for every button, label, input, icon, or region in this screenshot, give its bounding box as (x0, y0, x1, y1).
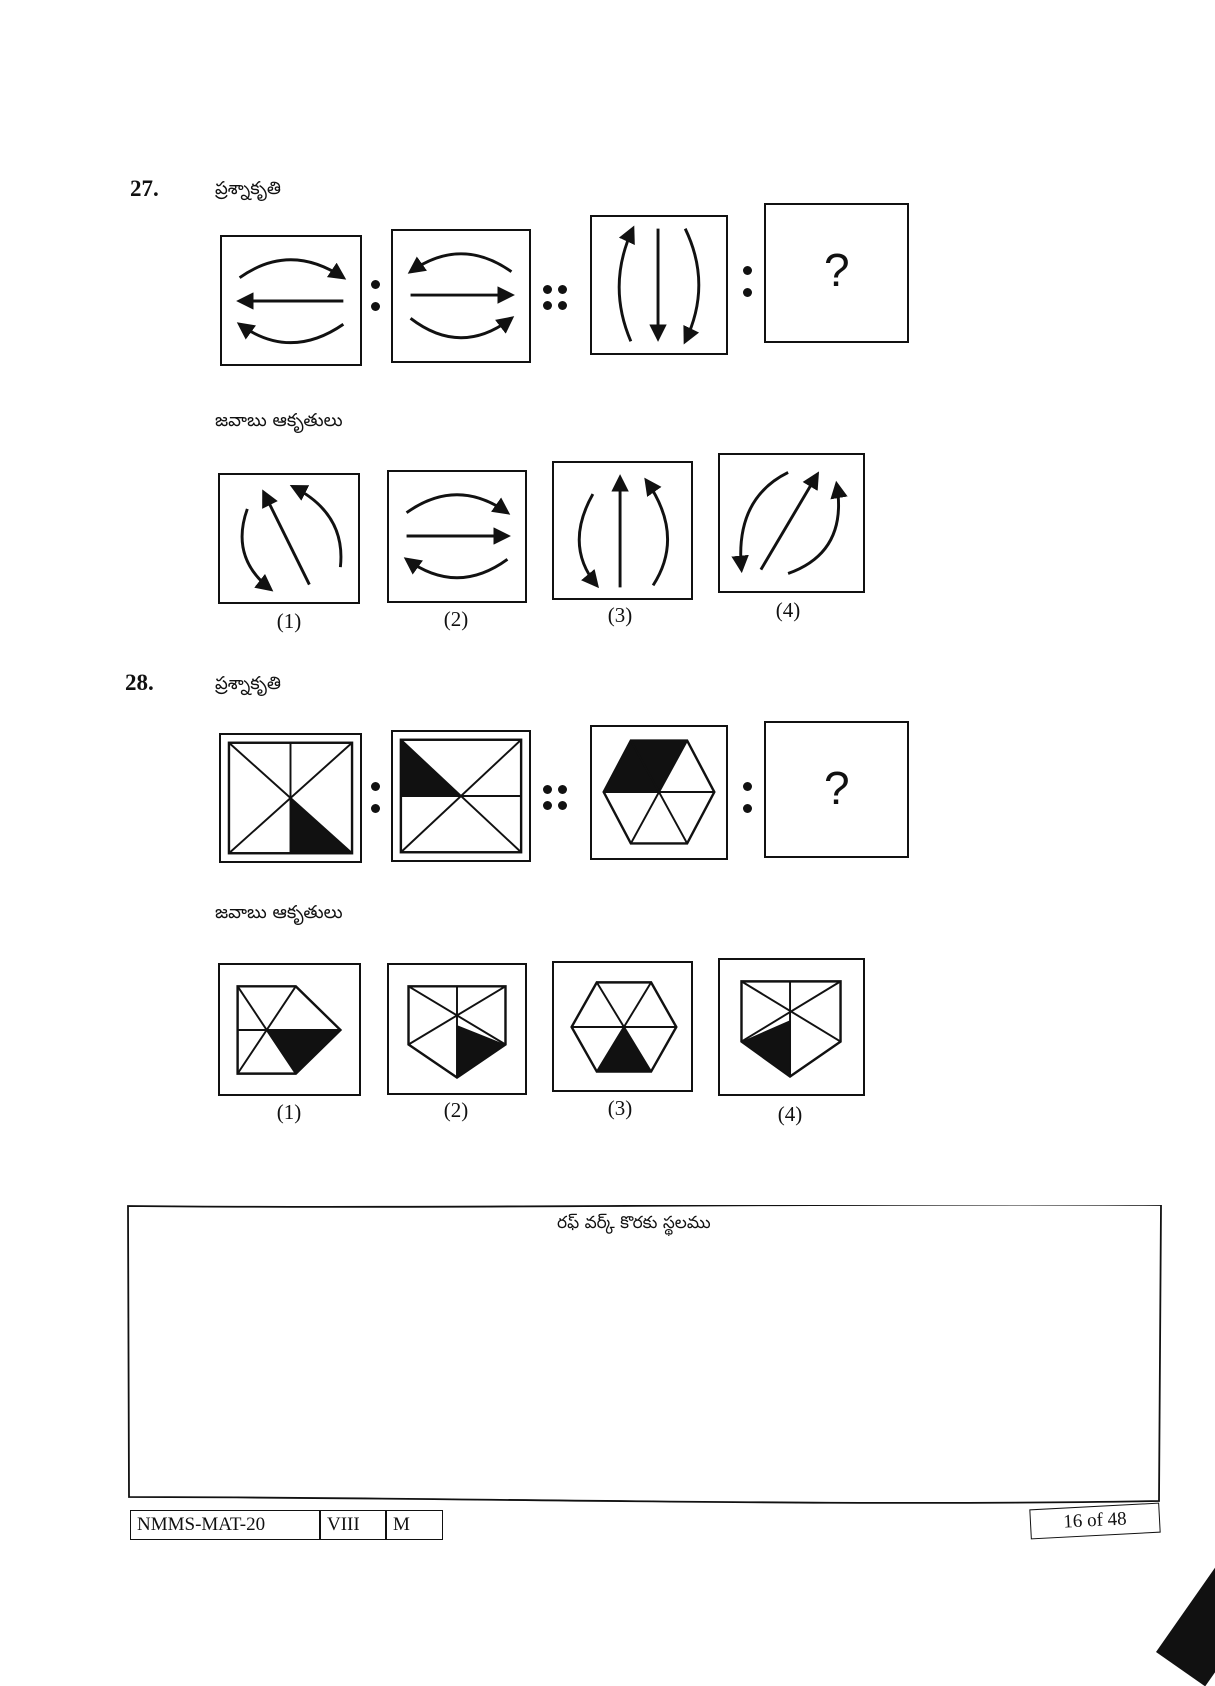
q27-problem-figure-2 (391, 229, 531, 363)
q28-answer-figure-4[interactable] (718, 958, 865, 1096)
q27-option-label-3: (3) (607, 603, 633, 627)
q27-problem-figure-3 (590, 215, 728, 355)
footer-exam-code: NMMS-MAT-20 (130, 1510, 320, 1540)
q28-problem-figure-1 (219, 733, 362, 863)
q28-problem-figure-3 (590, 725, 728, 860)
q27-answer-figure-3[interactable] (552, 461, 693, 600)
double-colon-1 (543, 285, 573, 315)
q28-answer-figure-3[interactable] (552, 961, 693, 1092)
rough-work-title: రఫ్ వర్క్ కొరకు స్థలము (557, 1213, 711, 1233)
q27-answer-placeholder-box (764, 203, 909, 343)
footer-class: VIII (320, 1510, 386, 1540)
q27-answer-figure-2[interactable] (387, 470, 527, 603)
q28-answer-figure-2[interactable] (387, 963, 527, 1095)
double-colon-2 (543, 785, 573, 815)
ratio-colon-3 (371, 782, 381, 822)
answer-figures-label-27: జవాబు ఆకృతులు (215, 410, 343, 431)
answer-figures-label-28: జవాబు ఆకృతులు (215, 902, 343, 923)
ratio-colon-2 (743, 266, 753, 306)
q27-problem-figure-1 (220, 235, 362, 366)
question-mark: ? (824, 244, 850, 296)
q28-option-label-3: (3) (607, 1096, 633, 1120)
q28-option-label-1: (1) (276, 1100, 302, 1124)
q27-answer-figure-4[interactable] (718, 453, 865, 593)
question-mark: ? (824, 762, 850, 814)
q28-option-label-2: (2) (443, 1098, 469, 1122)
question-figure-label-28: ప్రశ్నాకృతి (215, 673, 281, 694)
q27-option-label-4: (4) (775, 598, 801, 622)
question-number-28: 28. (125, 670, 154, 695)
question-figure-label-27: ప్రశ్నాకృతి (215, 178, 281, 199)
q27-option-label-1: (1) (276, 609, 302, 633)
q27-answer-figure-1[interactable] (218, 473, 360, 604)
rough-work-area (127, 1205, 1162, 1507)
q28-answer-figure-1[interactable] (218, 963, 361, 1096)
footer-page-number: 16 of 48 (1029, 1503, 1160, 1540)
ratio-colon-1 (371, 280, 381, 320)
q27-option-label-2: (2) (443, 607, 469, 631)
q28-answer-placeholder-box (764, 721, 909, 858)
question-number-27: 27. (130, 176, 159, 201)
q28-option-label-4: (4) (777, 1102, 803, 1126)
q28-problem-figure-2 (391, 730, 531, 862)
page-corner-shadow (1156, 1554, 1215, 1686)
ratio-colon-4 (743, 782, 753, 822)
footer-version: M (386, 1510, 443, 1540)
